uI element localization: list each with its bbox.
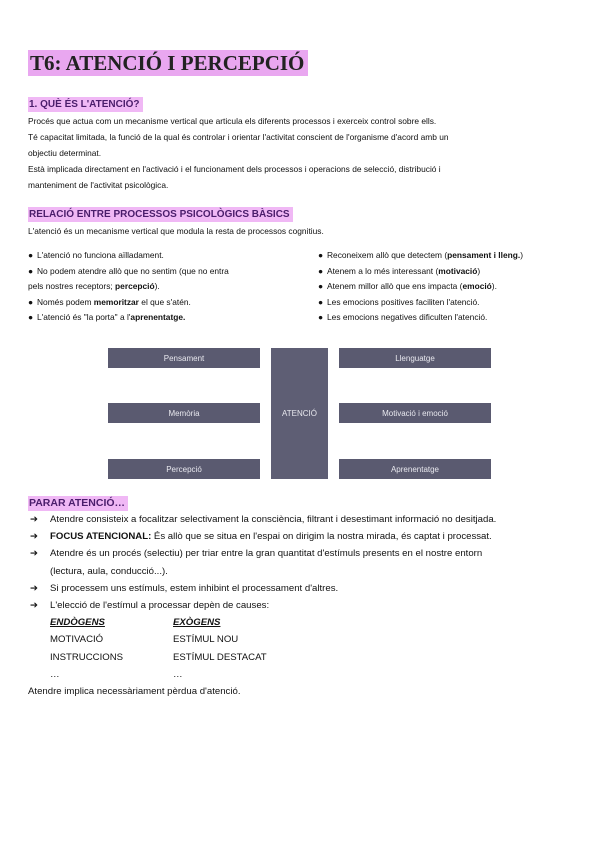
item-bold: motivació (438, 265, 478, 276)
list-item (28, 528, 578, 545)
diagram-box-percepcio: Percepció (108, 459, 260, 479)
cause-exogen: ESTÍMUL DESTACAT (173, 651, 267, 663)
diagram-box-aprenentatge: Aprenentatge (339, 459, 491, 479)
item-text: L'atenció és "la porta" a l' (37, 312, 131, 322)
bullet-icon: ● (28, 296, 34, 307)
arrow-icon: ➔ (30, 514, 39, 525)
item-text: L'elecció de l'estímul a processar depèn de causes: (50, 600, 270, 612)
item-text: Atendre és un procés (selectiu) per triar entre la gran quantitat d'estímuls presents en el nostre entorn (50, 548, 483, 560)
arrow-icon: ➔ (30, 582, 39, 594)
section1-line: manteniment de l'activitat psicològica. (28, 180, 169, 190)
right-bullet-list (318, 248, 578, 326)
page-title: T6: ATENCIÓ I PERCEPCIÓ (28, 50, 308, 76)
item-text: el que s'atén. (138, 296, 191, 307)
list-item (318, 310, 578, 326)
list-item (318, 295, 578, 311)
causes-header (28, 614, 578, 631)
cause-exogen: … (173, 668, 183, 680)
item-text: Atenem millor allò que ens impacta ( (327, 281, 463, 291)
bullet-icon: ● (318, 312, 324, 322)
section2-intro-text: L'atenció és un mecanisme vertical que modula la resta de processos cognitius. (28, 226, 324, 236)
list-item (318, 279, 578, 295)
left-bullet-list (28, 248, 308, 326)
causes-row (28, 649, 578, 666)
bullet-icon: ● (318, 250, 324, 260)
item-bold: aprenentatge. (130, 312, 186, 322)
diagram-box-motivacio: Motivació i emoció (339, 403, 491, 423)
section1-line: Està implicada directament en l'activació i el funcionament dels processos i operacions de selecció, distribució i (28, 164, 441, 174)
exogens-title: EXÒGENS (173, 617, 221, 629)
list-item (28, 597, 578, 614)
cause-endogen: MOTIVACIÓ (50, 634, 104, 646)
list-item (28, 545, 578, 562)
diagram-box-pensament: Pensament (108, 348, 260, 368)
item-bold: percepció (115, 281, 155, 291)
arrow-icon: ➔ (30, 600, 39, 612)
list-item (28, 580, 578, 597)
item-text: Atenem a lo més interessant ( (327, 265, 439, 276)
section1-line: Procés que actua com un mecanisme vertical que articula els diferents processos i exerceix control sobre ells. (28, 116, 437, 126)
section3-heading: PARAR ATENCIÓ… (28, 496, 128, 511)
item-text: Les emocions negatives dificulten l'atenció. (327, 312, 488, 322)
section2-intro (28, 223, 576, 239)
bullet-icon: ● (318, 281, 324, 291)
diagram-box-llenguatge: Llenguatge (339, 348, 491, 368)
endogens-title: ENDÒGENS (50, 617, 105, 629)
bullet-icon: ● (28, 265, 34, 276)
item-text: L'atenció no funciona aïlladament. (37, 250, 164, 260)
item-text: pels nostres receptors; (28, 281, 116, 291)
causes-row (28, 666, 578, 683)
cause-endogen: … (50, 668, 60, 680)
item-bold: memoritzar (93, 296, 139, 307)
arrow-icon: ➔ (30, 548, 39, 560)
list-item (28, 279, 308, 295)
list-item (28, 248, 308, 264)
item-text: No podem atendre allò que no sentim (que no entra (37, 265, 229, 276)
section1-line: Té capacitat limitada, la funció de la qual és controlar i orientar l'activitat conscient de l'organisme d'acord amb un (28, 132, 449, 142)
item-bold: pensament i lleng. (447, 250, 521, 260)
section1-line: objectiu determinat. (28, 148, 102, 158)
diagram-box-atencio: ATENCIÓ (271, 348, 328, 479)
cause-endogen: INSTRUCCIONS (50, 651, 124, 663)
item-text: ). (491, 281, 497, 291)
item-text: ) (477, 265, 481, 276)
cause-exogen: ESTÍMUL NOU (173, 634, 239, 646)
item-text: Reconeixem allò que detectem ( (327, 250, 448, 260)
list-item (318, 248, 578, 264)
item-bold: emoció (462, 281, 492, 291)
item-text: Les emocions positives faciliten l'atenció. (327, 296, 480, 307)
item-text: Si processem uns estímuls, estem inhibint el processament d'altres. (50, 582, 339, 594)
closing-sentence: Atendre implica necessàriament pèrdua d'atenció. (28, 686, 241, 698)
item-bold: FOCUS ATENCIONAL: (50, 531, 152, 543)
list-item (28, 295, 308, 311)
section1-body (28, 113, 576, 193)
diagram-box-memoria: Memòria (108, 403, 260, 423)
item-text: ). (154, 281, 160, 291)
causes-row (28, 631, 578, 648)
item-text: Només podem (37, 296, 94, 307)
item-text: ) (520, 250, 523, 260)
item-text: Atendre consisteix a focalitzar selectivament la consciència, filtrant i desestimant informació no desitjada. (50, 514, 497, 525)
list-item-continuation: (lectura, aula, conducció...). (50, 565, 168, 577)
bullet-icon: ● (318, 265, 324, 276)
list-item (318, 264, 578, 280)
section1-heading: 1. QUÈ ÉS L'ATENCIÓ? (28, 97, 143, 112)
list-item (28, 264, 308, 280)
arrow-icon: ➔ (30, 531, 39, 543)
section2-heading: RELACIÓ ENTRE PROCESSOS PSICOLÒGICS BÀSICS (28, 207, 293, 222)
bullet-icon: ● (28, 312, 34, 322)
bullet-icon: ● (28, 250, 34, 260)
item-text: És allò que se situa en l'espai on dirigim la nostra mirada, és captat i processat. (151, 531, 492, 543)
attention-list (28, 511, 578, 700)
list-item (28, 310, 308, 326)
list-item (28, 511, 578, 528)
bullet-icon: ● (318, 296, 324, 307)
